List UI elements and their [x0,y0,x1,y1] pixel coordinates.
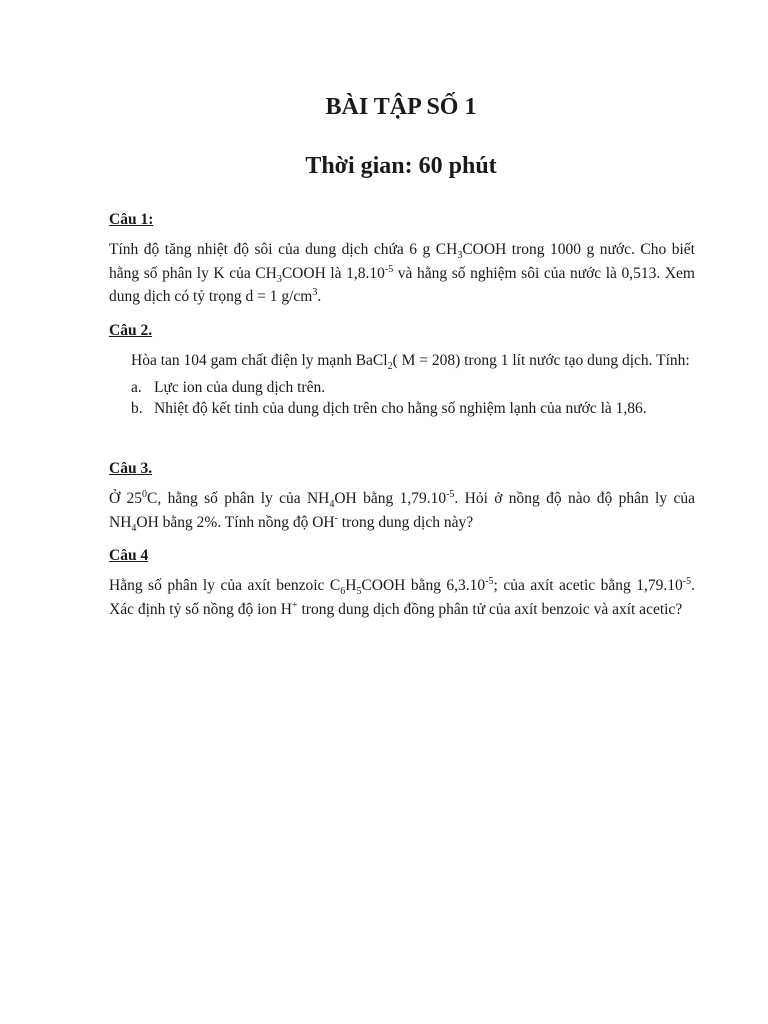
text-run: và hằng số nghiệm sôi của nước là 0,513. Xem dung dịch có tỷ trọng d = 1 g/cm [109,264,695,305]
subscript: 4 [131,522,137,534]
sub-question-text: Lực ion của dung dịch trên. [154,378,326,396]
text-run: OH bằng 2%. Tính nồng độ OH [136,513,335,531]
time-limit-subtitle: Thời gian: 60 phút [305,153,497,179]
superscript: - [334,512,338,524]
text-run: Hòa tan 104 gam chất điện ly mạnh BaCl [131,352,388,369]
sub-question-item [109,398,695,419]
subscript: 5 [356,586,362,598]
text-run: OH bằng 1,79.10 [334,490,447,507]
text-run: . Hỏi ở nồng độ nào độ phân ly của NH [109,490,695,531]
subscript: 2 [387,361,393,373]
question-4 [109,546,695,621]
sub-question-text: Nhiệt độ kết tinh của dung dịch trên cho hằng số nghiệm lạnh của nước là 1,86. [154,399,647,417]
subscript: 3 [276,273,282,285]
text-run: Tính độ tăng nhiệt độ sôi của dung dịch chứa 6 g CH [109,241,458,258]
question-body [109,349,695,373]
text-run: COOH là 1,8.10 [281,264,385,282]
list-marker: b. [131,399,143,417]
subscript: 6 [340,586,346,598]
subscript: 4 [329,499,335,511]
superscript: 3 [312,286,318,298]
text-run: trong dung dịch này? [337,513,474,531]
text-run: . [317,288,322,305]
question-heading: Câu 1: [109,211,154,228]
sub-question-list [109,377,695,419]
superscript: 0 [142,488,148,500]
question-body [109,238,695,309]
question-3 [109,459,695,534]
sub-question-item [109,377,695,398]
text-run: ( M = 208) trong 1 lít nước tạo dung dịch. Tính: [392,352,690,369]
question-body [109,487,695,534]
question-heading: Câu 2. [109,322,153,339]
superscript: -5 [446,488,455,500]
subscript: 3 [457,250,463,262]
text-run: COOH bằng 6,3.10 [361,577,486,594]
superscript: + [291,599,298,611]
text-run: H [345,577,357,594]
text-run: C, hằng số phân ly của NH [147,490,330,507]
question-body [109,574,695,621]
question-heading: Câu 3. [109,460,153,477]
text-run: ; của axít acetic bằng 1,79.10 [493,577,683,594]
superscript: -5 [384,263,394,275]
question-1 [109,210,695,309]
text-run: Ở 25 [109,490,143,507]
text-run: trong dung dịch đồng phân tử của axít benzoic và axít acetic? [297,600,683,618]
question-heading: Câu 4 [109,547,149,564]
list-marker: a. [131,378,142,396]
superscript: -5 [682,575,692,587]
text-run: Hằng số phân ly của axít benzoic C [109,577,341,594]
question-2 [109,321,695,419]
text-run: COOH trong 1000 g nước. Cho biết hằng số phân ly K của CH [109,241,695,282]
page-title: BÀI TẬP SỐ 1 [325,94,477,120]
text-run: . Xác định tỷ số nồng độ ion H [109,577,695,618]
superscript: -5 [485,575,494,587]
